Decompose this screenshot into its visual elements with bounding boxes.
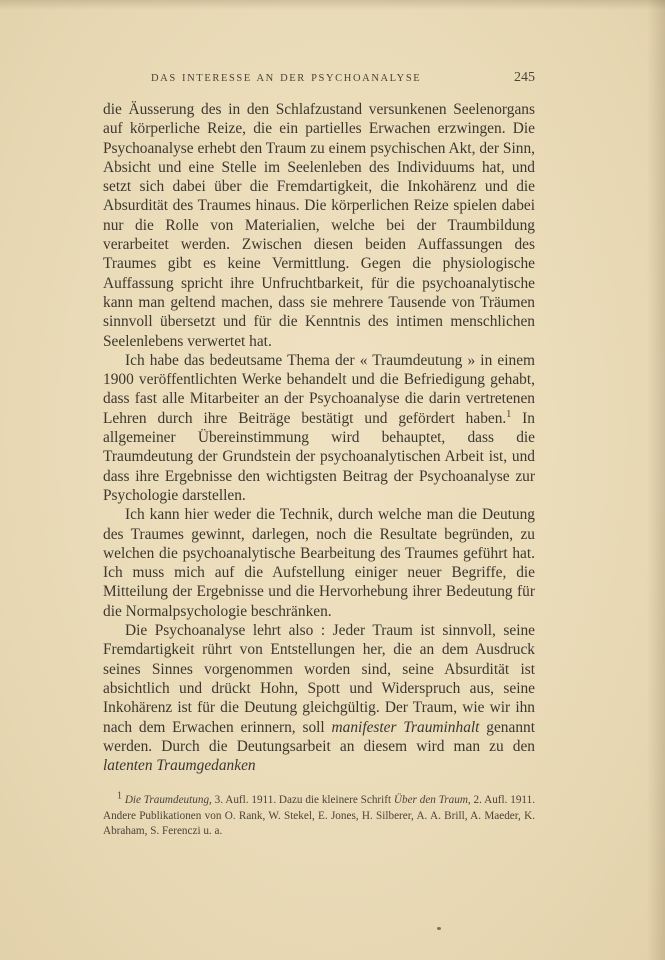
paper-speck [437, 927, 441, 930]
footnote-title: Die Traumdeutung [124, 794, 210, 806]
page-number: 245 [514, 70, 535, 85]
running-head: DAS INTERESSE AN DER PSYCHOANALYSE [151, 73, 422, 84]
term-manifest-content: manifester Trauminhalt [331, 718, 480, 736]
footnote-title-2: Über den Traum [393, 794, 468, 806]
main-text [103, 100, 535, 775]
footnote-text-2: , 2. Aufl. 1911. Andere Publikationen von O. Rank, W. Stekel, E. Jones, H. Silberer, A. A. Brill, A. Maeder, K. Abraham, S. Ferenczi u. a. [103, 794, 535, 837]
paragraph-1: die Äusserung des in den Schlafzustand versunkenen Seelenorgans auf körperliche Reize, die ein partielles Erwachen erzwingen. Die Psychoanalyse erhebt den Traum zu einem psychischen Akt, der Sinn, Absicht und eine Stelle im Seelenleben des Individuums hat, und setzt sich dabei über die Fremdartigkeit, die Inkohärenz und die Absurdität des Traumes hinaus. Die körperlichen Reize spielen dabei nur die Rolle von Materialien, welche bei der Traumbildung verarbeitet werden. Zwischen diesen beiden Auffassungen des Traumes gibt es keine Vermittlung. Gegen die physiologische Auffassung spricht ihre Unfruchtbarkeit, für die psychoanalytische kann man geltend machen, dass sie mehrere Tausende von Träumen sinnvoll übersetzt und für die Kenntnis des intimen menschlichen Seelenlebens verwertet hat. [103, 101, 535, 350]
footnote-text-1: , 3. Aufl. 1911. Dazu die kleinere Schrift [209, 794, 394, 806]
paragraph-4 [103, 621, 535, 775]
paragraph-4-text-before: Die Psychoanalyse lehrt also : Jeder Traum ist sinnvoll, seine Fremdartigkeit rührt von Entstellungen her, die an dem Ausdruck seines Sinnes vorgenommen worden sind, seine Absurdität ist absichtlich und drückt Hohn, Spott und Widerspruch aus, seine Inkohärenz ist für die Deutung gleichgültig. Der Traum, wie wir ihn nach dem Erwachen erinnern, soll [103, 622, 535, 736]
page-header [103, 70, 535, 90]
paragraph-2 [103, 351, 535, 505]
footnotes [103, 790, 535, 840]
paragraph-3: Ich kann hier weder die Technik, durch welche man die Deutung des Traumes gewinnt, darlegen, noch die Resultate begründen, zu welchen die psychoanalytische Bearbeitung des Traumes geführt hat. Ich muss mich auf die Aufstellung einiger neuer Begriffe, die Mitteilung der Ergebnisse und die Hervorhebung ihrer Bedeutung für die Normalpsychologie beschränken. [103, 506, 535, 620]
term-latent-thoughts: latenten Traumgedanken [103, 757, 256, 775]
paragraph-2-text: Ich habe das bedeutsame Thema der « Traumdeutung » in einem 1900 veröffentlichten Werke behandelt und die Befriedigung gehabt, dass fast alle Mitarbeiter an der Psychoanalyse die darin vertretenen Lehren durch ihre Beiträge bestätigt und gefördert haben. [103, 351, 535, 427]
footnote-marker: 1 [117, 790, 122, 802]
footnote-1 [103, 790, 535, 840]
footnote-reference: 1 [506, 408, 512, 420]
paragraph-4-text-middle: genannt werden. Durch die Deutungsarbeit an diesem wird man zu den [103, 718, 535, 755]
page-top-shadow [0, 0, 665, 10]
paragraph-2-text-after: In allgemeiner Übereinstimmung wird behauptet, dass die Traumdeutung der Grundstein der psychoanalytischen Arbeit ist, und dass ihre Ergebnisse den wichtigsten Beitrag der Psychoanalyse zur Psychologie darstellen. [103, 409, 535, 504]
page-right-shadow [647, 0, 665, 960]
